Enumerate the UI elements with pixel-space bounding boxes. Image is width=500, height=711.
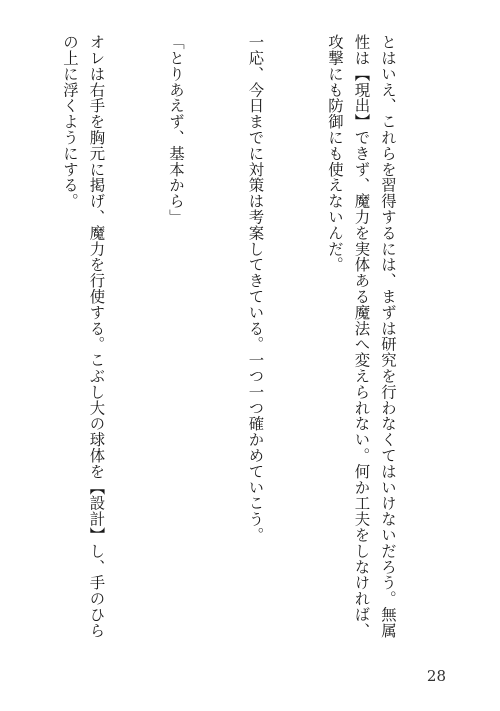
paragraph bbox=[0, 34, 4, 646]
vertical-text-body bbox=[34, 34, 454, 646]
paragraph: とはいえ、これらを習得するには、まずは研究を行わなくてはいけないだろう。無属性は【現出】できず、魔力を実体ある魔法へ変えられない。何か工夫をしなければ、攻撃にも防御にも使えないんだ。 bbox=[326, 34, 397, 639]
page-number: 28 bbox=[426, 667, 446, 685]
paragraph: 一応、今日までに対策は考案してきている。一つ一つ確かめていこう。 bbox=[246, 34, 265, 543]
paragraph: 「とりあえず、基本から」 bbox=[167, 34, 185, 225]
paragraph: オレは右手を胸元に掲げ、魔力を行使する。こぶし大の球体を【設計】し、手のひらの上に浮くようにする。 bbox=[61, 34, 106, 639]
